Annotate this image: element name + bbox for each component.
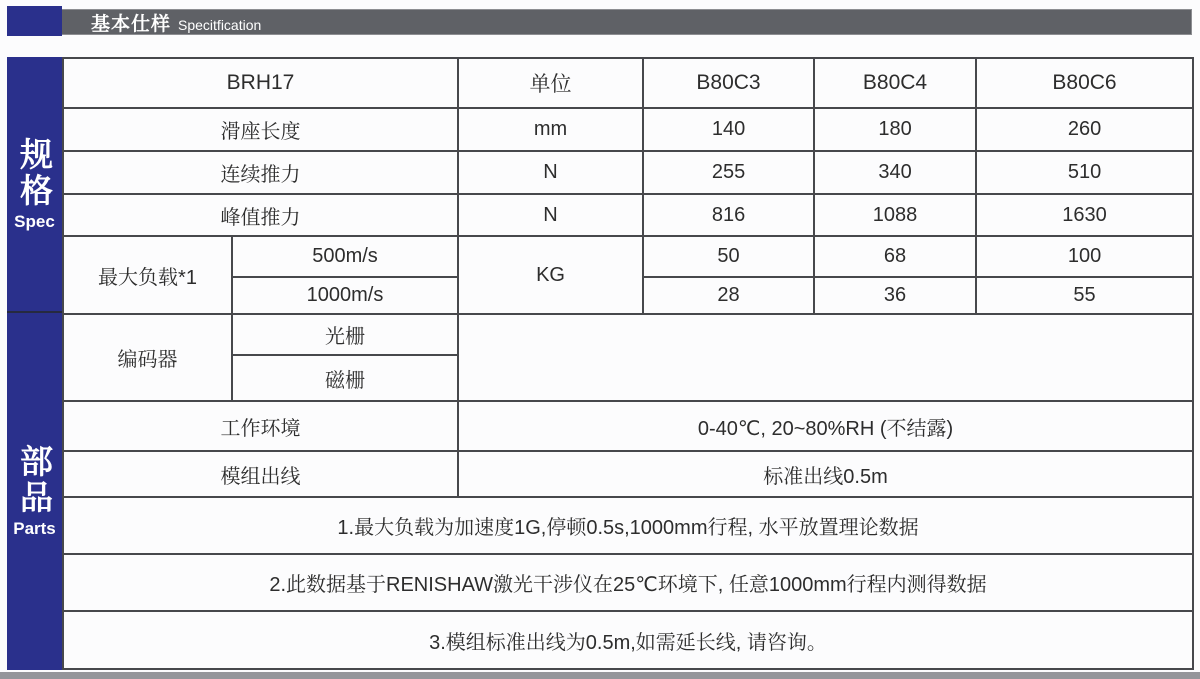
cell-sub-label: 光栅 xyxy=(232,314,458,355)
header-accent-block xyxy=(7,6,62,36)
table-row-max-load-500 xyxy=(63,236,1193,277)
section-header-bar xyxy=(28,9,1192,35)
cell-value: 1630 xyxy=(976,194,1193,236)
cell-model-b80c3: B80C3 xyxy=(643,58,814,108)
sidebar-spec-label-zh: 规格 xyxy=(16,136,53,209)
cell-encoder-empty xyxy=(458,314,1193,401)
sidebar-section-spec xyxy=(7,57,62,313)
spec-table xyxy=(62,57,1194,670)
table-row-header xyxy=(63,58,1193,108)
cell-row-unit: N xyxy=(458,151,643,194)
cell-sub-label: 500m/s xyxy=(232,236,458,277)
section-title xyxy=(91,9,261,36)
sidebar-parts-label-zh: 部品 xyxy=(16,444,53,516)
cell-unit-header: 单位 xyxy=(458,58,643,108)
cell-note-1: 1.最大负载为加速度1G,停顿0.5s,1000mm行程, 水平放置理论数据 xyxy=(63,497,1193,554)
section-title-en: Specitfication xyxy=(178,16,262,33)
cell-note-3: 3.模组标准出线为0.5m,如需延长线, 请咨询。 xyxy=(63,611,1193,669)
table-row-environment xyxy=(63,401,1193,451)
table-row-note-2 xyxy=(63,554,1193,611)
cell-value: 68 xyxy=(814,236,976,277)
cell-value: 50 xyxy=(643,236,814,277)
cell-row-label: 工作环境 xyxy=(63,401,458,451)
cell-max-load-label: 最大负载*1 xyxy=(63,236,232,314)
cell-value: 100 xyxy=(976,236,1193,277)
cell-row-label: 峰值推力 xyxy=(63,194,458,236)
cell-environment-value: 0-40℃, 20~80%RH (不结露) xyxy=(458,401,1193,451)
cell-sub-label: 1000m/s xyxy=(232,277,458,314)
bottom-edge-strip xyxy=(0,672,1200,679)
sidebar xyxy=(7,57,62,670)
cell-value: 510 xyxy=(976,151,1193,194)
table-row-continuous-thrust xyxy=(63,151,1193,194)
cell-value: 140 xyxy=(643,108,814,151)
cell-value: 340 xyxy=(814,151,976,194)
sidebar-section-parts xyxy=(7,313,62,670)
table-row-note-1 xyxy=(63,497,1193,554)
cell-value: 816 xyxy=(643,194,814,236)
cell-encoder-label: 编码器 xyxy=(63,314,232,401)
cell-product-model: BRH17 xyxy=(63,58,458,108)
table-row-peak-thrust xyxy=(63,194,1193,236)
table-row-encoder-optical xyxy=(63,314,1193,355)
table-row-note-3 xyxy=(63,611,1193,669)
cell-value: 255 xyxy=(643,151,814,194)
cell-note-2: 2.此数据基于RENISHAW激光干涉仪在25℃环境下, 任意1000mm行程内测得数据 xyxy=(63,554,1193,611)
cell-value: 36 xyxy=(814,277,976,314)
section-title-zh: 基本仕样 xyxy=(91,13,172,35)
cell-row-unit: mm xyxy=(458,108,643,151)
cell-max-load-unit: KG xyxy=(458,236,643,314)
cell-model-b80c6: B80C6 xyxy=(976,58,1193,108)
cell-row-label: 滑座长度 xyxy=(63,108,458,151)
cell-row-label: 模组出线 xyxy=(63,451,458,497)
cell-model-b80c4: B80C4 xyxy=(814,58,976,108)
table-row-cable xyxy=(63,451,1193,497)
table-row-slider-length xyxy=(63,108,1193,151)
cell-value: 1088 xyxy=(814,194,976,236)
cell-cable-value: 标准出线0.5m xyxy=(458,451,1193,497)
cell-sub-label: 磁栅 xyxy=(232,355,458,401)
cell-value: 28 xyxy=(643,277,814,314)
sidebar-parts-label-en: Parts xyxy=(13,519,56,538)
cell-row-unit: N xyxy=(458,194,643,236)
cell-row-label: 连续推力 xyxy=(63,151,458,194)
cell-value: 260 xyxy=(976,108,1193,151)
cell-value: 55 xyxy=(976,277,1193,314)
sidebar-spec-label-en: Spec xyxy=(14,211,55,231)
cell-value: 180 xyxy=(814,108,976,151)
